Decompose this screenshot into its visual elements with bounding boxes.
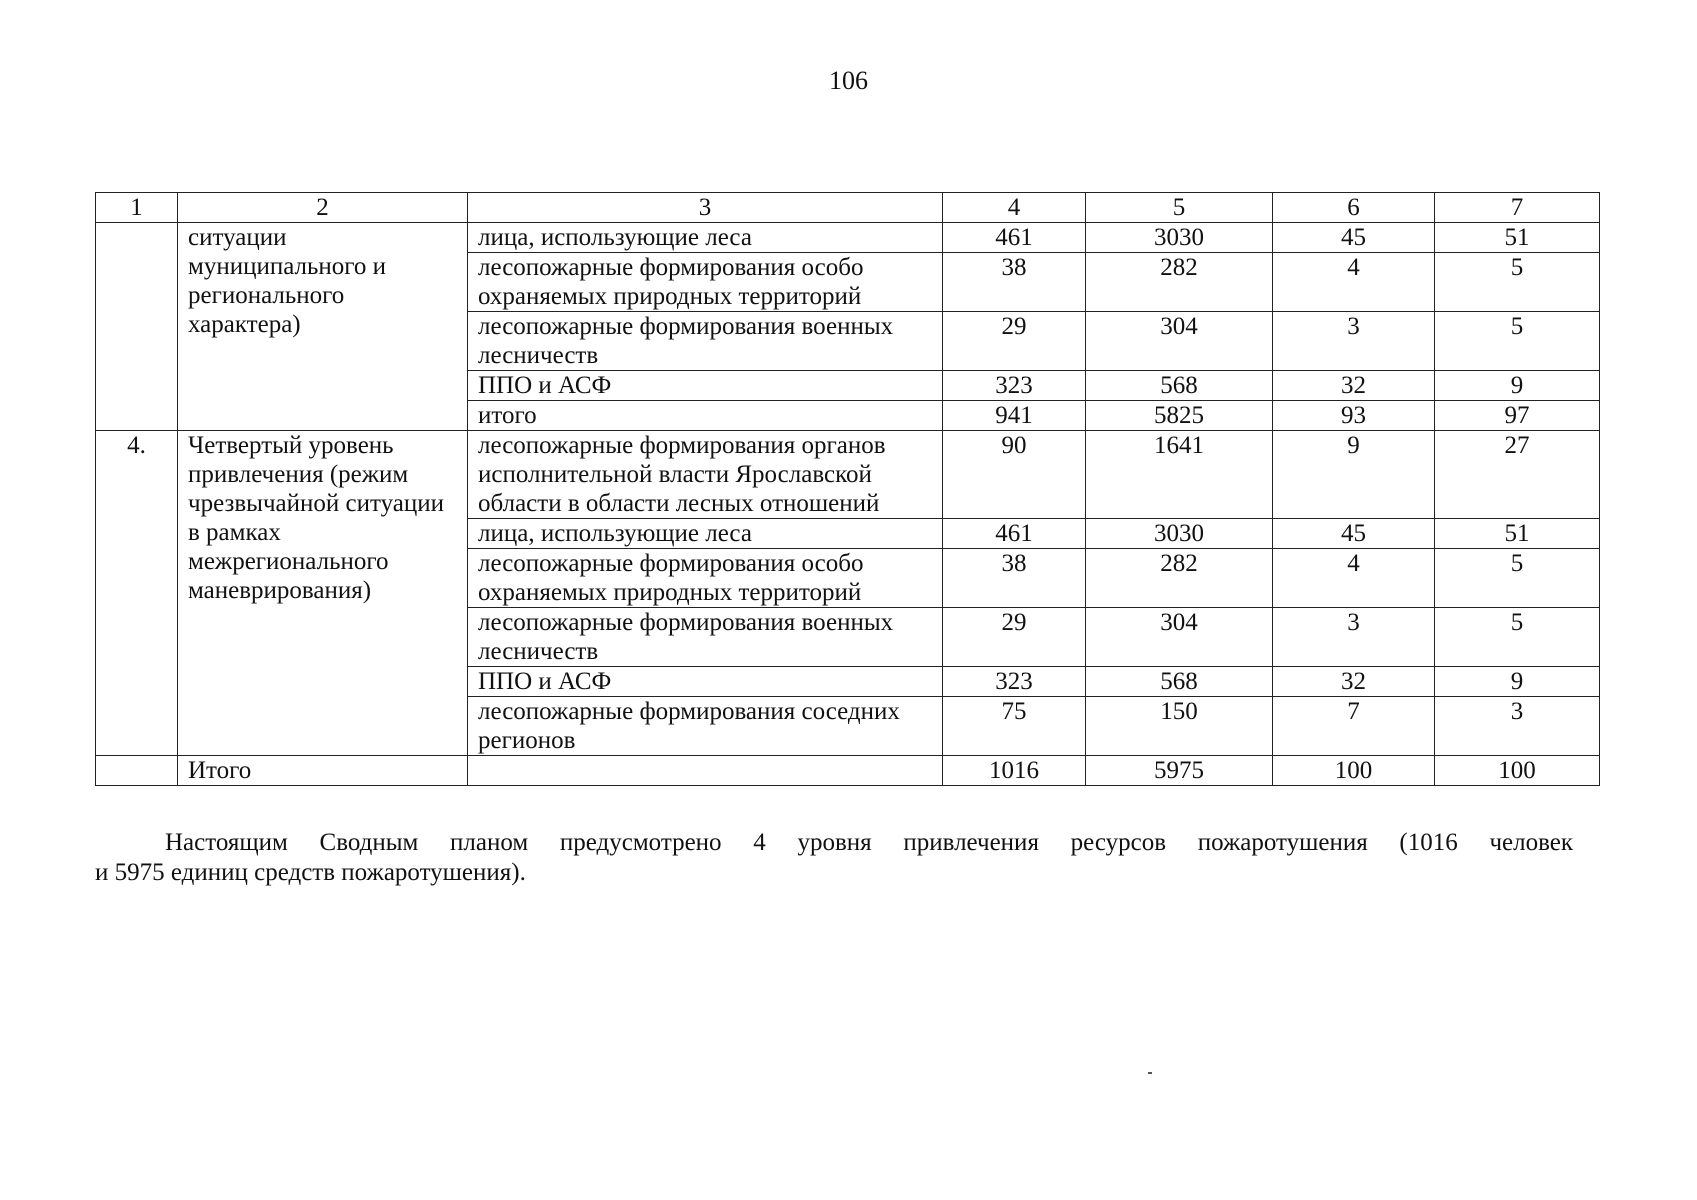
resource-name: лица, использующие леса — [468, 519, 943, 549]
resource-name: лесопожарные формирования особо охраняемых природных территорий — [468, 253, 943, 312]
value-cell: 3030 — [1086, 519, 1273, 549]
value-cell: 9 — [1435, 667, 1600, 697]
value-cell: 38 — [943, 549, 1086, 608]
value-cell: 461 — [943, 223, 1086, 253]
header-cell: 1 — [96, 193, 178, 223]
resource-name: лесопожарные формирования соседних регионов — [468, 697, 943, 756]
resource-name: ППО и АСФ — [468, 667, 943, 697]
total-row — [96, 756, 1600, 786]
total-empty-cell — [468, 756, 943, 786]
page-number: 106 — [829, 66, 868, 95]
value-cell: 7 — [1273, 697, 1435, 756]
value-cell: 51 — [1435, 223, 1600, 253]
resources-table — [95, 192, 1600, 786]
value-cell: 90 — [943, 431, 1086, 519]
value-cell: 51 — [1435, 519, 1600, 549]
resource-name: лица, использующие леса — [468, 223, 943, 253]
value-cell: 32 — [1273, 371, 1435, 401]
header-cell: 2 — [178, 193, 468, 223]
value-cell: 97 — [1435, 401, 1600, 431]
value-cell: 4 — [1273, 253, 1435, 312]
value-cell: 568 — [1086, 667, 1273, 697]
resource-name: лесопожарные формирования военных лесничеств — [468, 608, 943, 667]
value-cell: 5 — [1435, 608, 1600, 667]
value-cell: 45 — [1273, 223, 1435, 253]
value-cell: 941 — [943, 401, 1086, 431]
value-cell: 32 — [1273, 667, 1435, 697]
value-cell: 282 — [1086, 549, 1273, 608]
value-cell: 1641 — [1086, 431, 1273, 519]
value-cell: 5 — [1435, 549, 1600, 608]
summary-line-2: и 5975 единиц средств пожаротушения). — [95, 859, 526, 886]
header-cell: 5 — [1086, 193, 1273, 223]
summary-line-1: Настоящим Сводным планом предусмотрено 4 уровня привлечения ресурсов пожаротушения (1016 человек — [165, 829, 1573, 856]
total-value: 5975 — [1086, 756, 1273, 786]
table-row — [96, 431, 1600, 519]
value-cell: 323 — [943, 667, 1086, 697]
resource-name: лесопожарные формирования особо охраняемых природных территорий — [468, 549, 943, 608]
value-cell: 150 — [1086, 697, 1273, 756]
level-number-cell — [96, 223, 178, 431]
table-header-row — [96, 193, 1600, 223]
value-cell: 93 — [1273, 401, 1435, 431]
value-cell: 3 — [1435, 697, 1600, 756]
resource-name: итого — [468, 401, 943, 431]
value-cell: 29 — [943, 312, 1086, 371]
header-cell: 4 — [943, 193, 1086, 223]
header-cell: 6 — [1273, 193, 1435, 223]
value-cell: 282 — [1086, 253, 1273, 312]
value-cell: 5 — [1435, 253, 1600, 312]
resource-name: ППО и АСФ — [468, 371, 943, 401]
total-value: 100 — [1273, 756, 1435, 786]
value-cell: 4 — [1273, 549, 1435, 608]
value-cell: 45 — [1273, 519, 1435, 549]
value-cell: 27 — [1435, 431, 1600, 519]
value-cell: 304 — [1086, 608, 1273, 667]
value-cell: 323 — [943, 371, 1086, 401]
summary-paragraph — [95, 828, 1573, 888]
header-cell: 7 — [1435, 193, 1600, 223]
total-empty-cell — [96, 756, 178, 786]
header-cell: 3 — [468, 193, 943, 223]
level-description: Четвертый уровень привлечения (режим чрезвычайной ситуации в рамках межрегионального маневрирования) — [178, 431, 468, 756]
value-cell: 3 — [1273, 312, 1435, 371]
resource-name: лесопожарные формирования военных лесничеств — [468, 312, 943, 371]
total-value: 100 — [1435, 756, 1600, 786]
resource-name: лесопожарные формирования органов исполнительной власти Ярославской области в области лесных отношений — [468, 431, 943, 519]
scan-dot — [1148, 1072, 1152, 1074]
value-cell: 3030 — [1086, 223, 1273, 253]
value-cell: 461 — [943, 519, 1086, 549]
value-cell: 304 — [1086, 312, 1273, 371]
value-cell: 568 — [1086, 371, 1273, 401]
total-label: Итого — [178, 756, 468, 786]
level-description: ситуации муниципального и регионального характера) — [178, 223, 468, 431]
value-cell: 38 — [943, 253, 1086, 312]
value-cell: 75 — [943, 697, 1086, 756]
value-cell: 9 — [1435, 371, 1600, 401]
level-number: 4. — [96, 431, 178, 756]
total-value: 1016 — [943, 756, 1086, 786]
value-cell: 5825 — [1086, 401, 1273, 431]
value-cell: 5 — [1435, 312, 1600, 371]
table-row — [96, 223, 1600, 253]
value-cell: 9 — [1273, 431, 1435, 519]
value-cell: 29 — [943, 608, 1086, 667]
value-cell: 3 — [1273, 608, 1435, 667]
